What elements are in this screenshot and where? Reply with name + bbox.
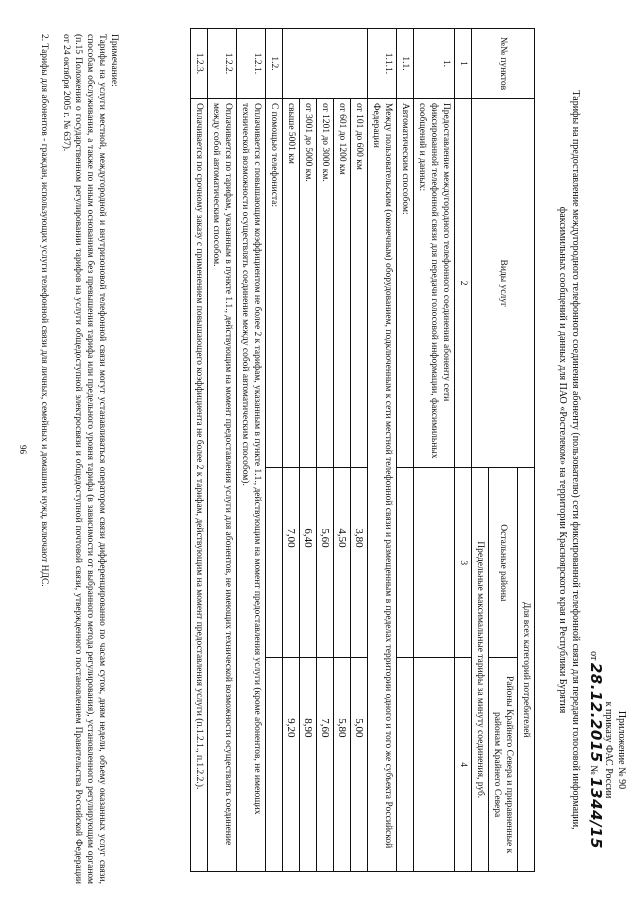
table-row: [283, 29, 300, 872]
tariff-table: [190, 28, 535, 872]
table-row: 1. Предоставление междугородного телефонного соединения абоненту сети фиксированной телефонной связи для передачи голосовой информации, факсимильных сообщений и данных:: [414, 29, 455, 872]
document-title: Тарифы на предоставление междугородного телефонного соединения абоненту (пользователю) сети фиксированной телефонной связи для передачи голосовой информации, факсимильных сообщений и данных для ПАО «Ростелеком» на территории Красноярского края и Республики Бурятия: [557, 90, 581, 830]
table-row: [317, 29, 334, 872]
table-row: 1.2.2. Оплачивается по тарифам, указанным в пункте 1.1., действующим на момент предоставления услуги для абонентов, не имеющих технической возможности осуществлять соединение между собой автоматическим способом.: [208, 29, 237, 872]
page-number: 96: [18, 445, 28, 454]
colnum-3: 3: [455, 468, 472, 658]
tariff-value: 4,50: [334, 468, 351, 658]
tariff-value: 5,60: [317, 468, 334, 658]
tariff-value: 3,80: [351, 468, 368, 658]
tariff-value: 9,20: [283, 658, 300, 872]
notes-section: [38, 34, 120, 884]
header-max-tariffs: Предельные максимальные тарифы за минуту соединения, руб.: [472, 468, 489, 872]
table-row: [351, 29, 368, 872]
notes-heading: Примечание:: [109, 34, 119, 87]
tariff-value: 5,00: [351, 658, 368, 872]
header-all-categories: Для всех категорий потребителей: [518, 468, 535, 872]
header-no: №№ пунктов: [472, 29, 535, 99]
tariff-value: 5,80: [334, 658, 351, 872]
appendix-order-ref: к приказу ФАС России: [603, 701, 614, 799]
distance-label: свыше 5001 км: [283, 98, 300, 467]
tariff-value: 6,40: [300, 468, 317, 658]
distance-label: от 101 до 600 км: [351, 98, 368, 467]
appendix-date-line: от 28.12.2015 № 1344/15: [587, 651, 605, 849]
tariff-value: 7,60: [317, 658, 334, 872]
table-row: 1.2.1. Оплачивается с повышающим коэффициентом не более 2 к тарифам, указанным в пункте 1.1., действующим на момент предоставления услуги (кроме абонентов, не имеющих технической возможности осуществлять соединение между собой автоматическим способом).: [237, 29, 266, 872]
tariff-value: 8,90: [300, 658, 317, 872]
header-far-north: Районы Крайнего Севера и приравненные к районам Крайнего Севера: [489, 658, 518, 872]
appendix-number: Приложение № 90: [616, 710, 627, 790]
handwritten-number: 1344/15: [587, 777, 605, 849]
distance-label: от 601 до 1200 км: [334, 98, 351, 467]
distance-label: от 1201 до 3000 км.: [317, 98, 334, 467]
handwritten-date: 28.12.2015: [587, 662, 605, 763]
table-row: 1.1. Автоматическим способом:: [397, 29, 414, 872]
notes-paragraph-2: 2. Тарифы для абонентов - граждан, использующих услуги телефонной связи для личных, семейных и домашних нужд, включают НДС.: [39, 34, 49, 587]
table-row: [334, 29, 351, 872]
notes-paragraph-1: Тарифы на услуги местной, междугородной и внутризоновой телефонной связи могут устанавливаться оператором связи дифференцированно по часам суток, дням недели, объему оказанных услуг связи, способам обслуживания, а также по иным основаниям без превышения тарифа или предельного уровня тарифа (в зависимости от выбранного метода регулирования), установленного регулирующим органом (п.15 Положения о государственном регулировании тарифов на услуги общедоступной электросвязи и общедоступной почтовой связи, утвержденного постановлением Правительства Российской Федерации от 24 октября 2005 г. № 637).: [61, 34, 107, 884]
header-service: Виды услуг: [472, 98, 535, 467]
appendix-header: [587, 650, 628, 850]
colnum-1: 1: [455, 29, 472, 99]
colnum-2: 2: [455, 98, 472, 467]
table-row: 1.2.3. Оплачивается по срочному заказу с применением повышающего коэффициента не более 2 к тарифам, действующим на момент предоставления услуги (п.1.2.1., п.1.2.2.).: [191, 29, 208, 872]
distance-label: от 3001 до 5000 км.: [300, 98, 317, 467]
table-row: [300, 29, 317, 872]
table-row: 1.1.1. Между пользовательским (оконечным) оборудованием, подключенным к сети местной телефонной связи и размещенным в пределах территории одного и того же субъекта Российской Федерации: [368, 29, 397, 872]
tariff-value: 7,00: [283, 468, 300, 658]
header-other-regions: Остальные районы: [489, 468, 518, 658]
table-row: 1.2. С помощью телефониста:: [266, 29, 283, 872]
colnum-4: 4: [455, 658, 472, 872]
